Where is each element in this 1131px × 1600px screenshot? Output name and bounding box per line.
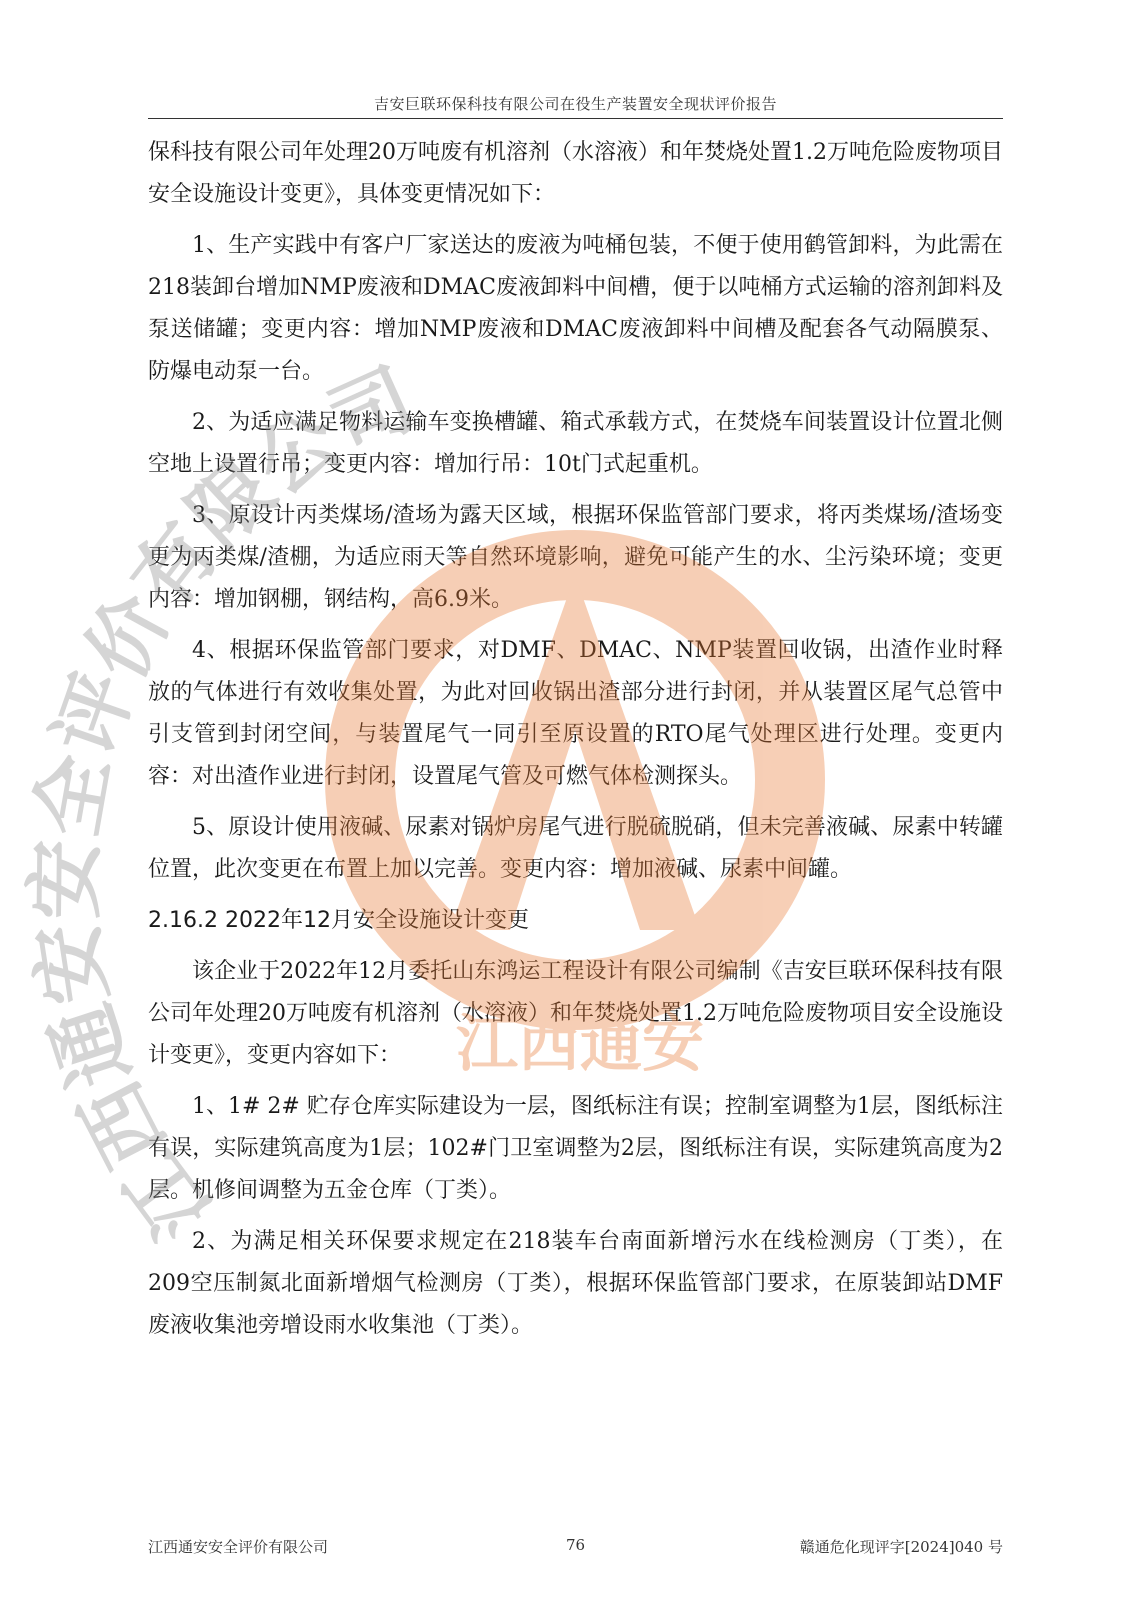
page-body <box>148 132 1003 1356</box>
paragraph: 2、为满足相关环保要求规定在218装车台南面新增污水在线检测房（丁类），在209空压制氮北面新增烟气检测房（丁类），根据环保监管部门要求，在原装卸站DMF废液收集池旁增设雨水收集池（丁类）。 <box>148 1229 1003 1338</box>
paragraph: 保科技有限公司年处理20万吨废有机溶剂（水溶液）和年焚烧处置1.2万吨危险废物项目安全设施设计变更》，具体变更情况如下： <box>148 140 1003 207</box>
page-number: 76 <box>565 1536 586 1554</box>
paragraph: 2、为适应满足物料运输车变换槽罐、箱式承载方式，在焚烧车间装置设计位置北侧空地上设置行吊；变更内容：增加行吊：10t门式起重机。 <box>148 410 1003 477</box>
section-heading: 2.16.2 2022年12月安全设施设计变更 <box>148 908 529 933</box>
seal-center-text: 江西通安 <box>455 1007 705 1080</box>
footer-doc-number: 赣通危化现评字[2024]040 号 <box>799 1538 1003 1556</box>
paragraph: 1、生产实践中有客户厂家送达的废液为吨桶包装，不便于使用鹤管卸料，为此需在218装卸台增加NMP废液和DMAC废液卸料中间槽，便于以吨桶方式运输的溶剂卸料及泵送储罐；变更内容：增加NMP废液和DMAC废液卸料中间槽及配套各气动隔膜泵、防爆电动泵一台。 <box>148 233 1003 384</box>
page-header: 吉安巨联环保科技有限公司在役生产装置安全现状评价报告 <box>373 95 777 113</box>
paragraph: 5、原设计使用液碱、尿素对锅炉房尾气进行脱硫脱硝，但未完善液碱、尿素中转罐位置，此次变更在布置上加以完善。变更内容：增加液碱、尿素中间罐。 <box>148 815 1003 882</box>
page-footer <box>148 1536 1003 1560</box>
header-rule <box>148 118 1003 119</box>
paragraph: 1、1# 2# 贮存仓库实际建设为一层，图纸标注有误；控制室调整为1层，图纸标注有误，实际建筑高度为1层；102#门卫室调整为2层，图纸标注有误，实际建筑高度为2层。机修间调整为五金仓库（丁类）。 <box>148 1094 1003 1203</box>
paragraph: 3、原设计丙类煤场/渣场为露天区域，根据环保监管部门要求，将丙类煤场/渣场变更为丙类煤/渣棚，为适应雨天等自然环境影响，避免可能产生的水、尘污染环境；变更内容：增加钢棚，钢结构，高6.9米。 <box>148 503 1003 612</box>
paragraph: 该企业于2022年12月委托山东鸿运工程设计有限公司编制《吉安巨联环保科技有限公司年处理20万吨废有机溶剂（水溶液）和年焚烧处置1.2万吨危险废物项目安全设施设计变更》，变更内容如下： <box>148 959 1003 1068</box>
footer-company: 江西通安安全评价有限公司 <box>148 1538 329 1556</box>
seal-arc-text: 江西通安安全评价有限公司 <box>18 352 428 1256</box>
paragraph: 4、根据环保监管部门要求，对DMF、DMAC、NMP装置回收锅，出渣作业时释放的气体进行有效收集处置，为此对回收锅出渣部分进行封闭，并从装置区尾气总管中引支管到封闭空间，与装置尾气一同引至原设置的RTO尾气处理区进行处理。变更内容：对出渣作业进行封闭，设置尾气管及可燃气体检测探头。 <box>148 638 1003 789</box>
